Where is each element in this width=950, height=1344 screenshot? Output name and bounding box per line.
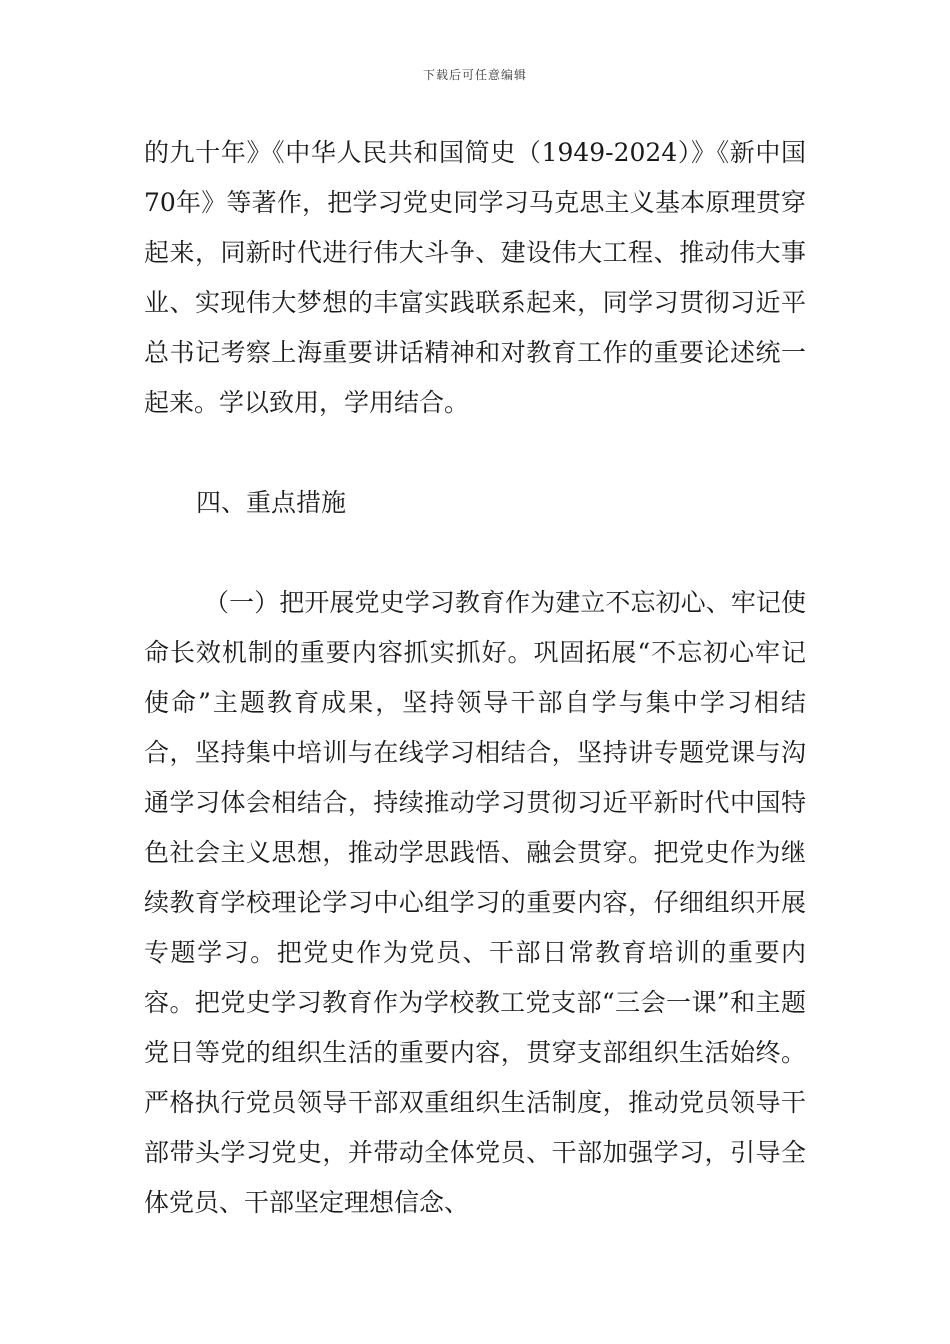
paragraph-gap xyxy=(144,528,806,578)
section-heading: 四、重点措施 xyxy=(196,488,347,517)
document-body xyxy=(144,128,806,1228)
paragraph-gap xyxy=(144,428,806,478)
page-header: 下载后可任意编辑 xyxy=(422,68,527,82)
paragraph-measures: （一）把开展党史学习教育作为建立不忘初心、牢记使命长效机制的重要内容抓实抓好。巩固拓展“不忘初心牢记使命”主题教育成果，坚持领导干部自学与集中学习相结合，坚持集中培训与在线学习相结合，坚持讲专题党课与沟通学习体会相结合，持续推动学习贯彻习近平新时代中国特色社会主义思想，推动学思践悟、融会贯穿。把党史作为继续教育学校理论学习中心组学习的重要内容，仔细组织开展专题学习。把党史作为党员、干部日常教育培训的重要内容。把党史学习教育作为学校教工党支部“三会一课”和主题党日等党的组织生活的重要内容，贯穿支部组织生活始终。严格执行党员领导干部双重组织生活制度，推动党员领导干部带头学习党史，并带动全体党员、干部加强学习，引导全体党员、干部坚定理想信念、 xyxy=(144,588,806,1217)
paragraph-continuation: 的九十年》《中华人民共和国简史（1949-2024）》《新中国70年》等著作，把学习党史同学习马克思主义基本原理贯穿起来，同新时代进行伟大斗争、建设伟大工程、推动伟大事业、实现伟大梦想的丰富实践联系起来，同学习贯彻习近平总书记考察上海重要讲话精神和对教育工作的重要论述统一起来。学以致用，学用结合。 xyxy=(144,138,806,417)
